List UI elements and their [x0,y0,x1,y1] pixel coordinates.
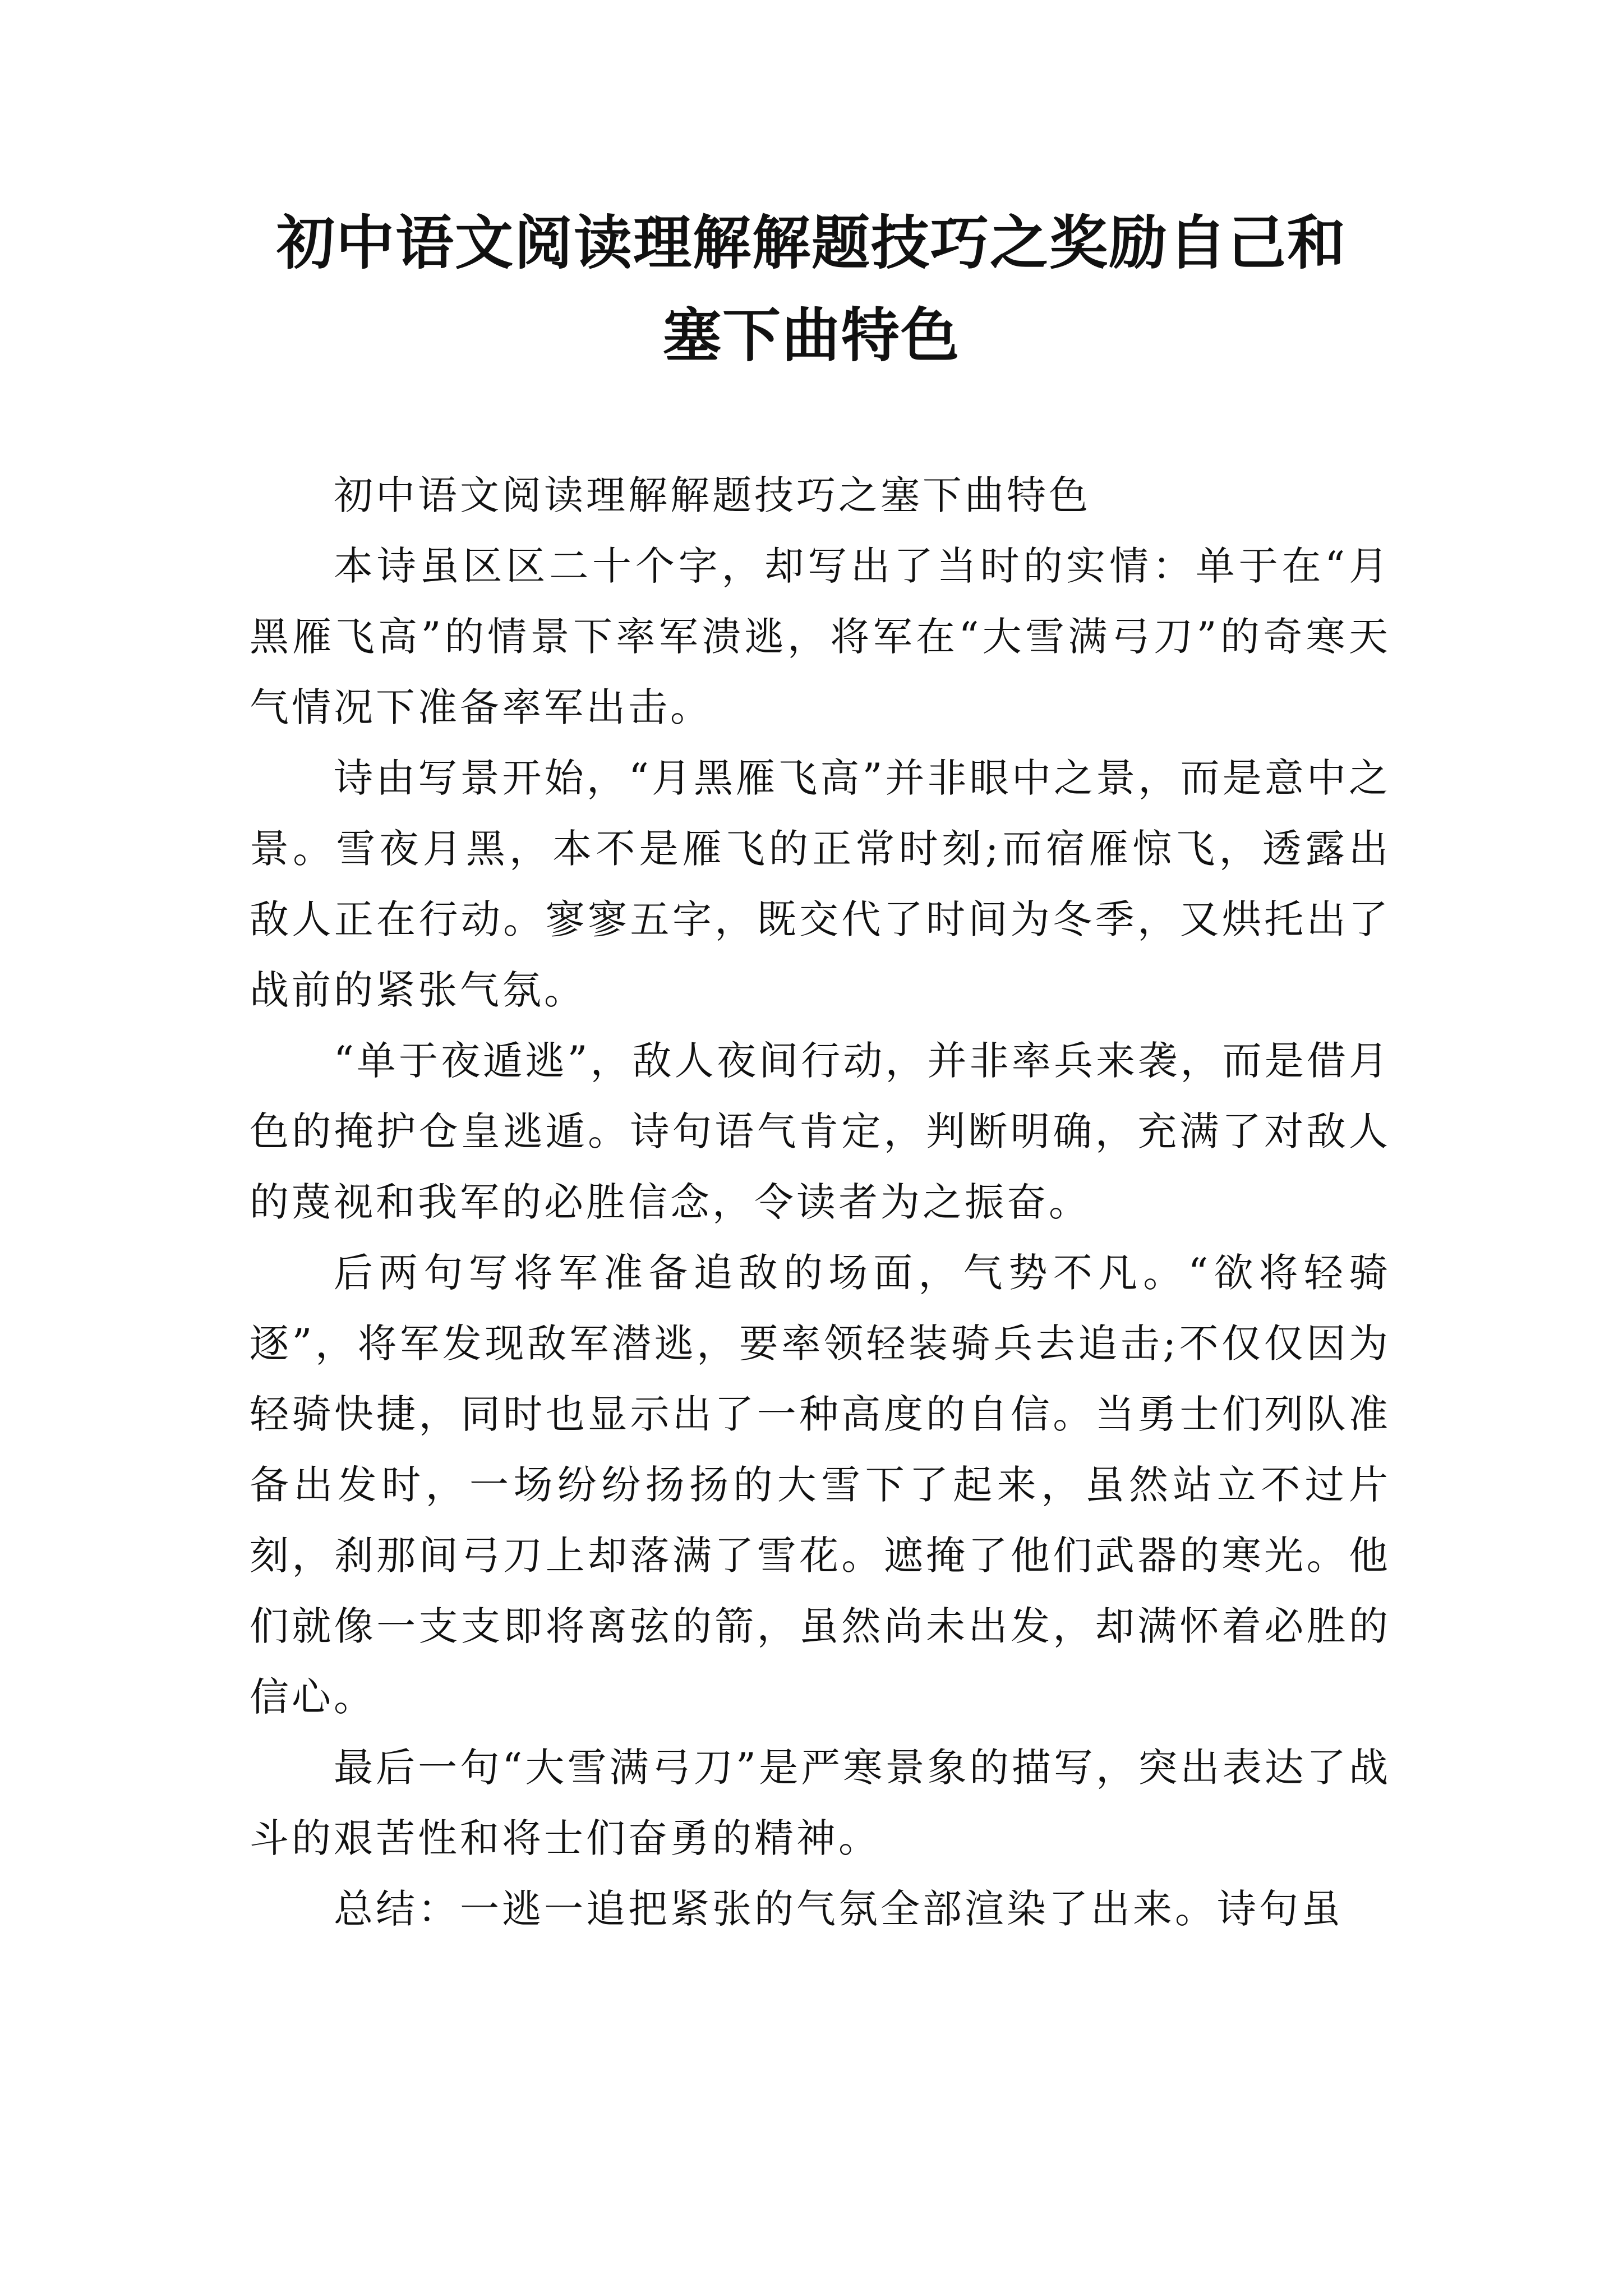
document-title [168,196,1455,381]
title-line-2: 塞下曲特色 [662,301,960,370]
paragraph: 诗由写景开始，“月黑雁飞高”并非眼中之景，而是意中之景。雪夜月黑，本不是雁飞的正常时刻;而宿雁惊飞，透露出敌人正在行动。寥寥五字，既交代了时间为冬季，又烘托出了战前的紧张气氛。 [250,755,1391,1013]
paragraph: 后两句写将军准备追敌的场面，气势不凡。“欲将轻骑逐”，将军发现敌军潜逃，要率领轻装骑兵去追击;不仅仅因为轻骑快捷，同时也显示出了一种高度的自信。当勇士们列队准备出发时，一场纷纷扬扬的大雪下了起来，虽然站立不过片刻，刹那间弓刀上却落满了雪花。遮掩了他们武器的寒光。他们就像一支支即将离弦的箭，虽然尚未出发，却满怀着必胜的信心。 [250,1250,1391,1720]
paragraph: 最后一句“大雪满弓刀”是严寒景象的描写，突出表达了战斗的艰苦性和将士们奋勇的精神。 [250,1745,1391,1861]
paragraph: 总结：一逃一追把紧张的气氛全部渲染了出来。诗句虽 [334,1886,1343,1932]
paragraph: 本诗虽区区二十个字，却写出了当时的实情：单于在“月黑雁飞高”的情景下率军溃逃，将军在“大雪满弓刀”的奇寒天气情况下准备率军出击。 [250,543,1391,730]
title-line-1: 初中语文阅读理解解题技巧之奖励自己和 [276,208,1347,277]
paragraph: “单于夜遁逃”，敌人夜间行动，并非率兵来袭，而是借月色的掩护仓皇逃遁。诗句语气肯定，判断明确，充满了对敌人的蔑视和我军的必胜信念，令读者为之振奋。 [250,1038,1391,1225]
document-body [250,460,1391,1944]
paragraph-subtitle: 初中语文阅读理解解题技巧之塞下曲特色 [334,472,1091,518]
